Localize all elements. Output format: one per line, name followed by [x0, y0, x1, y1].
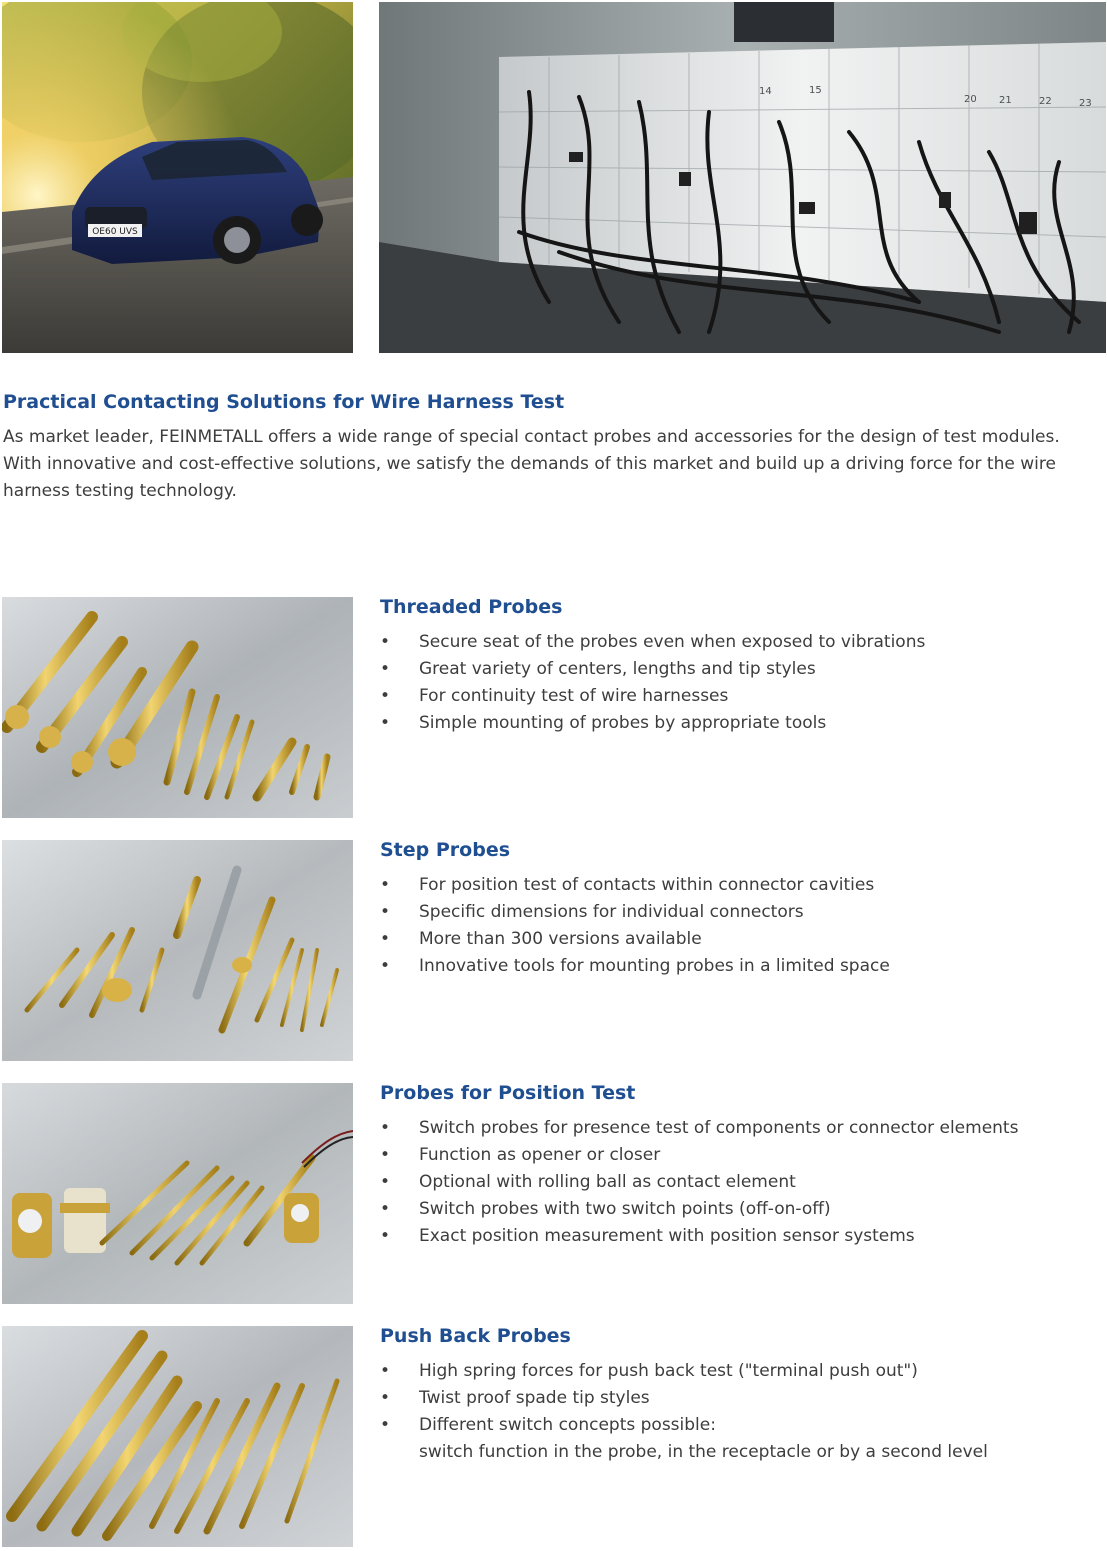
feature-text: For position test of contacts within connector cavities	[419, 875, 875, 895]
position-test-probes-photo	[2, 1083, 353, 1304]
bullet: •	[380, 875, 391, 895]
feature-item	[380, 1412, 1100, 1466]
feature-text: Different switch concepts possible:	[419, 1415, 716, 1435]
feature-text: Switch probes with two switch points (off-on-off)	[419, 1199, 831, 1219]
feature-text: Twist proof spade tip styles	[419, 1388, 650, 1408]
section-content	[380, 1081, 1100, 1250]
feature-list	[380, 1115, 1100, 1250]
bullet: •	[380, 686, 391, 706]
board-column-number: 22	[1039, 96, 1052, 107]
board-column-number: 15	[809, 85, 822, 96]
bullet: •	[380, 1199, 391, 1219]
feature-item	[380, 872, 1100, 899]
feature-list	[380, 1358, 1100, 1466]
section-content	[380, 838, 1100, 980]
intro-section	[3, 390, 1103, 505]
bullet: •	[380, 902, 391, 922]
feature-list	[380, 629, 1100, 737]
bullet: •	[380, 1118, 391, 1138]
bullet: •	[380, 713, 391, 733]
intro-paragraph: As market leader, FEINMETALL offers a wide range of special contact probes and accessories for the design of test modules. With innovative and cost-effective solutions, we satisfy the demands of this market and build up a driving force for the wire harness testing technology.	[3, 427, 1060, 501]
bullet: •	[380, 659, 391, 679]
feature-text: Function as opener or closer	[419, 1145, 661, 1165]
section-content	[380, 1324, 1100, 1466]
feature-text: Secure seat of the probes even when exposed to vibrations	[419, 632, 926, 652]
step-probes-photo	[2, 840, 353, 1061]
feature-item	[380, 656, 1100, 683]
feature-list	[380, 872, 1100, 980]
product-section-step-probes	[0, 840, 1107, 1062]
board-column-number: 23	[1079, 98, 1092, 109]
push-back-probes-photo	[2, 1326, 353, 1547]
feature-item	[380, 1358, 1100, 1385]
product-section-position-test-probes	[0, 1083, 1107, 1305]
section-title: Step Probes	[380, 839, 511, 861]
bullet: •	[380, 632, 391, 652]
board-column-number: 14	[759, 86, 772, 97]
product-section-threaded-probes	[0, 597, 1107, 819]
product-section-push-back-probes	[0, 1326, 1107, 1548]
bullet: •	[380, 1361, 391, 1381]
feature-item	[380, 710, 1100, 737]
feature-item	[380, 1385, 1100, 1412]
feature-item	[380, 1196, 1100, 1223]
board-column-number: 21	[999, 95, 1012, 106]
bullet: •	[380, 1172, 391, 1192]
feature-item	[380, 1142, 1100, 1169]
section-title: Probes for Position Test	[380, 1082, 636, 1104]
feature-item	[380, 926, 1100, 953]
bullet: •	[380, 1226, 391, 1246]
feature-item	[380, 1169, 1100, 1196]
feature-text: Simple mounting of probes by appropriate tools	[419, 713, 827, 733]
bullet: •	[380, 956, 391, 976]
board-column-number: 20	[964, 94, 977, 105]
feature-text: Optional with rolling ball as contact element	[419, 1172, 796, 1192]
feature-text: Specific dimensions for individual connectors	[419, 902, 804, 922]
intro-title: Practical Contacting Solutions for Wire Harness Test	[3, 391, 565, 413]
section-title: Threaded Probes	[380, 596, 563, 618]
feature-text: For continuity test of wire harnesses	[419, 686, 729, 706]
threaded-probes-photo	[2, 597, 353, 818]
feature-text: High spring forces for push back test ("terminal push out")	[419, 1361, 918, 1381]
feature-text: Great variety of centers, lengths and tip styles	[419, 659, 816, 679]
car-photo	[2, 2, 353, 353]
bullet: •	[380, 1415, 391, 1435]
feature-item	[380, 629, 1100, 656]
section-content	[380, 595, 1100, 737]
feature-text: Innovative tools for mounting probes in a limited space	[419, 956, 890, 976]
wire-harness-board-photo	[379, 2, 1106, 353]
section-title: Push Back Probes	[380, 1325, 571, 1347]
bullet: •	[380, 929, 391, 949]
feature-item	[380, 953, 1100, 980]
car-plate-text: OE60 UVS	[92, 227, 138, 237]
feature-text: More than 300 versions available	[419, 929, 702, 949]
bullet: •	[380, 1145, 391, 1165]
bullet: •	[380, 1388, 391, 1408]
feature-text-continuation: switch function in the probe, in the receptacle or by a second level	[419, 1442, 988, 1462]
feature-text: Switch probes for presence test of components or connector elements	[419, 1118, 1019, 1138]
feature-item	[380, 1115, 1100, 1142]
feature-item	[380, 683, 1100, 710]
feature-item	[380, 1223, 1100, 1250]
feature-item	[380, 899, 1100, 926]
feature-text: Exact position measurement with position sensor systems	[419, 1226, 915, 1246]
